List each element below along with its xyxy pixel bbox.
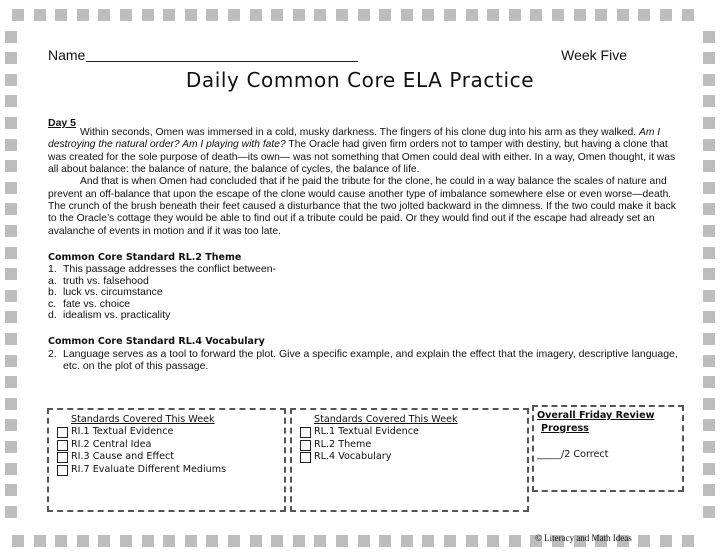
border-square <box>5 160 17 172</box>
border-square <box>5 398 17 410</box>
border-square <box>77 535 89 547</box>
border-square <box>703 484 715 496</box>
standard-label: RL.2 Theme <box>314 438 372 450</box>
standard-item[interactable] <box>57 451 226 464</box>
border-square <box>574 9 586 21</box>
border-square <box>703 441 715 453</box>
border-square <box>120 535 132 547</box>
name-row <box>48 47 648 65</box>
border-square <box>314 535 326 547</box>
border-square <box>271 9 283 21</box>
border-square <box>703 247 715 259</box>
option-text: luck vs. circumstance <box>63 286 163 299</box>
border-square <box>422 535 434 547</box>
border-square <box>682 535 694 547</box>
option-letter: c. <box>48 297 57 310</box>
question-2-block <box>48 336 688 372</box>
border-square <box>206 535 218 547</box>
passage-paragraph-2: And that is when Omen had concluded that if he paid the tribute for the clone, he could in a way balance the scales of nature and prevent an off-balance that upon the escape of the clone would cause another type of imbalance somewhere else or even worse—death. The crunch of the brush beneath their feet caused a disturbance that the two jolted backward in the dimness. If the two could make it back to the Oracle’s cottage they would be able to find out if a tribute could be paid. Or they would find out if the escape had already set an avalanche of events in motion and if it was too late. <box>48 176 676 237</box>
border-square <box>98 535 110 547</box>
border-square <box>379 9 391 21</box>
border-square <box>163 9 175 21</box>
border-square <box>552 9 564 21</box>
border-square <box>703 419 715 431</box>
checkbox[interactable] <box>57 427 68 438</box>
name-blank-line[interactable] <box>86 61 358 62</box>
border-square <box>444 535 456 547</box>
option-letter: b. <box>48 286 57 299</box>
checkbox[interactable] <box>300 427 311 438</box>
border-square <box>703 117 715 129</box>
border-square <box>358 535 370 547</box>
border-square <box>5 95 17 107</box>
border-square <box>98 9 110 21</box>
standard-item[interactable] <box>300 426 419 439</box>
border-square <box>271 535 283 547</box>
answer-option-d[interactable] <box>48 310 688 322</box>
border-square <box>5 290 17 302</box>
review-title-line-2: Progress <box>541 422 589 434</box>
border-square <box>185 535 197 547</box>
border-square <box>34 535 46 547</box>
option-text: fate vs. choice <box>63 297 131 310</box>
border-square <box>120 9 132 21</box>
border-square <box>77 9 89 21</box>
border-square <box>206 9 218 21</box>
border-square <box>487 9 499 21</box>
border-square <box>5 203 17 215</box>
border-square <box>314 9 326 21</box>
passage-paragraph-1 <box>48 127 685 176</box>
border-square <box>703 31 715 43</box>
passage-text: The Oracle had given firm orders not to tamper with destiny, but having a clone that was created for the sole purpose of death—its own— was not something that Omen could deal with either. In a way, Omen thought, it was all about balance: the balance of nature, the balance of cycles, the balance of life. <box>48 139 676 176</box>
border-square <box>703 268 715 280</box>
border-square <box>5 463 17 475</box>
question-2-prompt-row <box>48 349 688 372</box>
border-square <box>595 9 607 21</box>
name-label: Name <box>48 47 86 63</box>
checkbox[interactable] <box>57 440 68 451</box>
passage-italic-text: Am I destroying the natural order? Am I playing with fate? <box>48 127 661 151</box>
border-square <box>5 182 17 194</box>
standard-item[interactable] <box>57 426 226 439</box>
standard-label: RL.1 Textual Evidence <box>314 426 419 437</box>
standards-checklist <box>300 426 419 464</box>
score-field[interactable]: _____/2 Correct <box>537 449 609 460</box>
border-square <box>5 247 17 259</box>
border-square <box>401 535 413 547</box>
border-square <box>703 52 715 64</box>
review-title <box>537 410 683 435</box>
page-title: Daily Common Core ELA Practice <box>185 68 535 92</box>
border-square <box>12 535 24 547</box>
border-square <box>487 535 499 547</box>
border-square <box>5 311 17 323</box>
copyright-notice: © Literacy and Math Ideas <box>535 533 632 543</box>
border-square <box>250 9 262 21</box>
standard-label: RI.1 Textual Evidence <box>71 426 174 437</box>
border-square <box>5 225 17 237</box>
border-square <box>422 9 434 21</box>
border-square <box>638 535 650 547</box>
border-square <box>703 376 715 388</box>
border-square <box>660 9 672 21</box>
border-square <box>55 535 67 547</box>
border-square <box>5 419 17 431</box>
border-square <box>336 9 348 21</box>
border-square <box>509 9 521 21</box>
question-2-standard: Common Core Standard RL.4 Vocabulary <box>48 336 265 347</box>
border-square <box>703 463 715 475</box>
reading-passage <box>48 127 685 238</box>
border-square <box>5 31 17 43</box>
border-square <box>12 9 24 21</box>
border-square <box>5 441 17 453</box>
border-square <box>5 52 17 64</box>
border-square <box>682 9 694 21</box>
question-prompt: Language serves as a tool to forward the plot. Give a specific example, and explain the effect that the imagery, descriptive language, etc. on the plot of this passage. <box>63 348 678 372</box>
border-square <box>5 333 17 345</box>
checkbox[interactable] <box>300 440 311 451</box>
border-square <box>142 9 154 21</box>
border-square <box>703 290 715 302</box>
question-1-block <box>48 252 688 322</box>
checkbox[interactable] <box>57 465 68 476</box>
question-number: 1. <box>48 263 57 275</box>
border-square <box>5 355 17 367</box>
standards-box-literature <box>290 408 529 512</box>
border-square <box>5 139 17 151</box>
border-square <box>336 535 348 547</box>
standards-box-heading: Standards Covered This Week <box>314 414 458 425</box>
border-square <box>250 535 262 547</box>
option-text: truth vs. falsehood <box>63 274 149 287</box>
border-square <box>379 535 391 547</box>
question-prompt: This passage addresses the conflict between- <box>63 263 277 275</box>
standard-item[interactable] <box>300 451 419 464</box>
day-heading: Day 5 <box>48 117 77 129</box>
border-square <box>703 398 715 410</box>
answer-option-b[interactable] <box>48 287 688 299</box>
checkbox[interactable] <box>57 452 68 463</box>
friday-review-box <box>532 405 684 492</box>
option-letter: d. <box>48 309 57 322</box>
border-square <box>703 95 715 107</box>
border-square <box>703 333 715 345</box>
border-square <box>358 9 370 21</box>
border-square <box>163 535 175 547</box>
border-square <box>5 376 17 388</box>
border-square <box>34 9 46 21</box>
border-square <box>703 311 715 323</box>
option-letter: a. <box>48 274 57 287</box>
standard-label: RL.4 Vocabulary <box>314 451 392 463</box>
border-square <box>5 506 17 518</box>
standards-box-heading: Standards Covered This Week <box>71 414 215 425</box>
border-square <box>703 182 715 194</box>
border-square <box>703 506 715 518</box>
border-square <box>401 9 413 21</box>
border-square <box>660 535 672 547</box>
option-text: idealism vs. practicality <box>63 309 171 322</box>
border-square <box>703 225 715 237</box>
question-number: 2. <box>48 348 57 360</box>
checkbox[interactable] <box>300 452 311 463</box>
border-square <box>5 268 17 280</box>
standards-box-informational <box>47 408 286 512</box>
standard-label: RI.2 Central Idea <box>71 438 152 450</box>
review-title-line-1: Overall Friday Review <box>537 410 655 421</box>
border-square <box>228 9 240 21</box>
standard-item[interactable] <box>57 439 226 452</box>
border-square <box>509 535 521 547</box>
border-square <box>530 9 542 21</box>
border-square <box>142 535 154 547</box>
border-square <box>466 9 478 21</box>
border-square <box>185 9 197 21</box>
border-square <box>444 9 456 21</box>
border-square <box>617 9 629 21</box>
week-label: Week Five <box>561 47 627 63</box>
border-square <box>703 355 715 367</box>
border-square <box>293 9 305 21</box>
border-square <box>703 203 715 215</box>
standards-checklist <box>57 426 226 477</box>
border-square <box>293 535 305 547</box>
passage-text: Within seconds, Omen was immersed in a cold, musky darkness. The fingers of his clone dug into his arm as they walked. <box>80 127 639 138</box>
question-1-standard: Common Core Standard RL.2 Theme <box>48 252 242 263</box>
border-square <box>55 9 67 21</box>
standard-item[interactable] <box>57 464 226 477</box>
border-square <box>703 139 715 151</box>
border-square <box>703 160 715 172</box>
border-square <box>228 535 240 547</box>
border-square <box>466 535 478 547</box>
border-square <box>638 9 650 21</box>
standard-item[interactable] <box>300 439 419 452</box>
standard-label: RI.7 Evaluate Different Mediums <box>71 464 227 476</box>
border-square <box>5 484 17 496</box>
standard-label: RI.3 Cause and Effect <box>71 451 175 463</box>
border-square <box>5 117 17 129</box>
